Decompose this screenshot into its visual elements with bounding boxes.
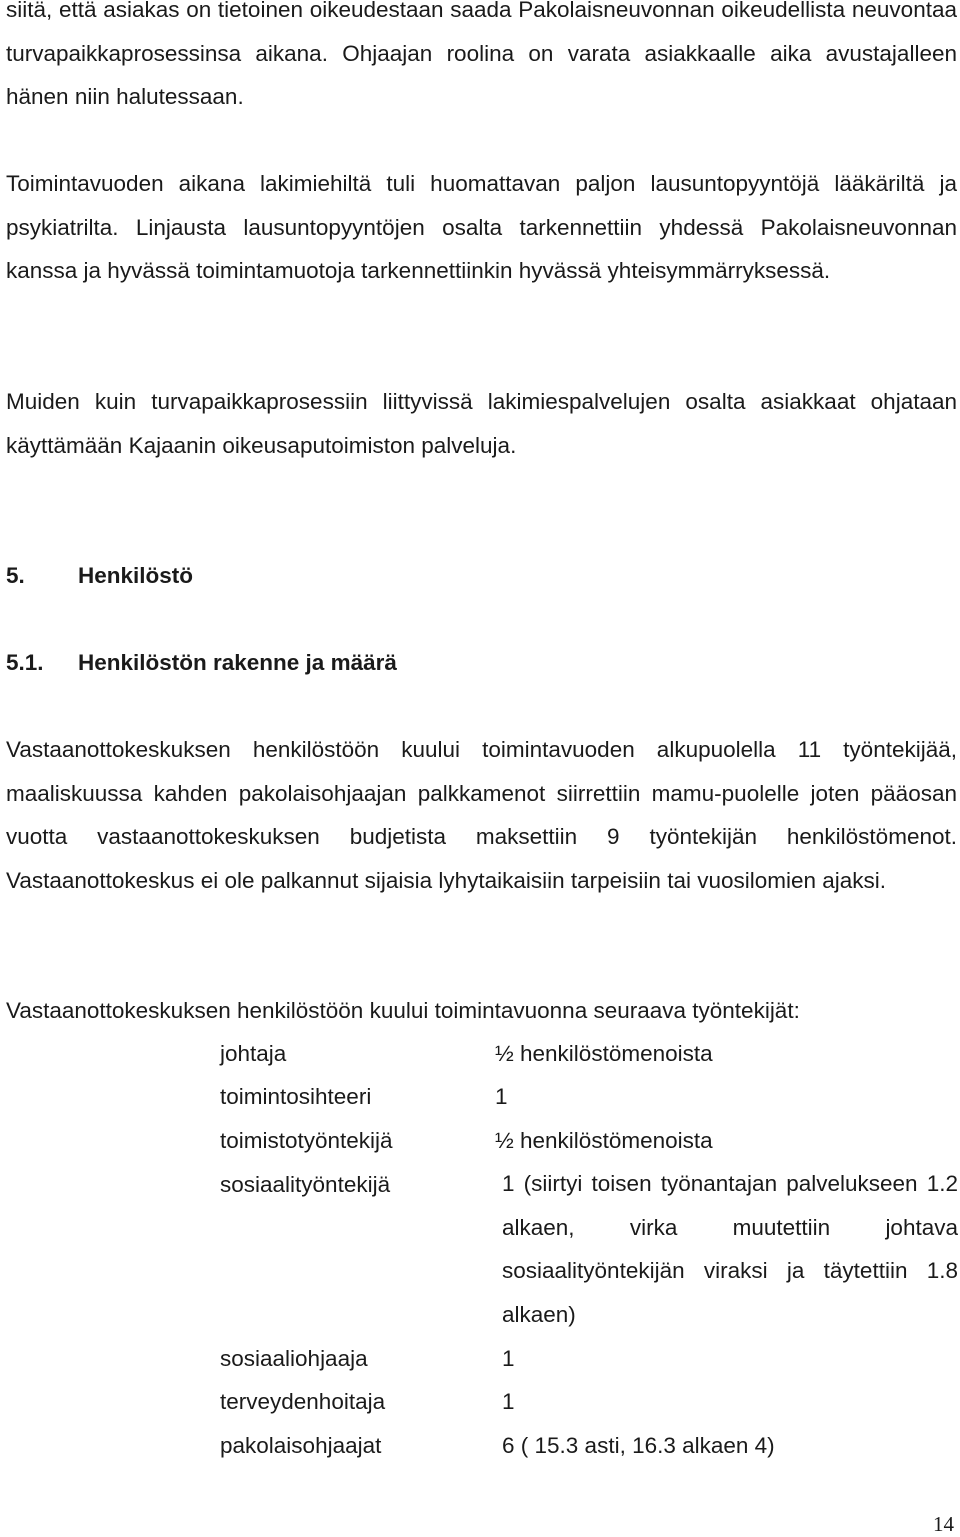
paragraph-staff-intro: Vastaanottokeskuksen henkilöstöön kuului toimintavuonna seuraava työntekijät: [6,998,800,1023]
section-heading-henkilosto [6,561,193,591]
staff-role: sosiaalityöntekijä [220,1172,391,1197]
staff-amount: ½ henkilöstömenoista [495,1128,713,1153]
staff-amount-sosiaalityontekija: 1 (siirtyi toisen työnantajan palvelukseen 1.2 alkaen, virka muutettiin johtava sosiaalityöntekijän viraksi ja täytettiin 1.8 alkaen) [502,1171,958,1327]
staff-role: terveydenhoitaja [220,1389,386,1414]
staff-amount: 1 [495,1084,508,1109]
subsection-title: Henkilöstön rakenne ja määrä [78,650,397,675]
staff-amount: 6 ( 15.3 asti, 16.3 alkaen 4) [502,1433,775,1458]
paragraph-lausuntopyynnot: Toimintavuoden aikana lakimiehiltä tuli huomattavan paljon lausuntopyyntöjä lääkäriltä ja psykiatrilta. Linjausta lausuntopyyntöjen osalta tarkennettiin yhdessä Pakolaisneuvonnan kanssa ja hyvässä toimintamuotoja tarkennettiinkin hyvässä yhteisymmärryksessä. [6,171,957,284]
subsection-number: 5.1. [6,650,44,675]
staff-amount: 1 [502,1389,515,1414]
staff-role: pakolaisohjaajat [220,1433,382,1458]
staff-amount: 1 [502,1346,515,1371]
staff-role: toimintosihteeri [220,1084,372,1109]
section-title: Henkilöstö [78,563,194,588]
paragraph-pakolaisneuvonta: siitä, että asiakas on tietoinen oikeudestaan saada Pakolaisneuvonnan oikeudellista neuvontaa turvapaikkaprosessinsa aikana. Ohjaajan roolina on varata asiakkaalle aika avustajalleen hänen niin halutessaan. [6,0,957,110]
section-number: 5. [6,563,25,588]
staff-role: sosiaaliohjaaja [220,1346,368,1371]
page-number: 14 [933,1512,954,1536]
paragraph-henkilostomaara: Vastaanottokeskuksen henkilöstöön kuului toimintavuoden alkupuolella 11 työntekijää, maaliskuussa kahden pakolaisohjaajan palkkamenot siirrettiin mamu-puolelle joten pääosan vuotta vastaanottokeskuksen budjetista maksettiin 9 työntekijän henkilöstömenot. Vastaanottokeskus ei ole palkannut sijaisia lyhytaikaisiin tarpeisiin tai vuosilomien ajaksi. [6,737,957,893]
paragraph-oikeusaputoimisto: Muiden kuin turvapaikkaprosessiin liittyvissä lakimiespalvelujen osalta asiakkaat ohjataan käyttämään Kajaanin oikeusaputoimiston palveluja. [6,389,957,458]
staff-amount: ½ henkilöstömenoista [495,1041,713,1066]
subsection-heading-rakenne [6,648,397,678]
staff-role: johtaja [220,1041,287,1066]
staff-role: toimistotyöntekijä [220,1128,393,1153]
